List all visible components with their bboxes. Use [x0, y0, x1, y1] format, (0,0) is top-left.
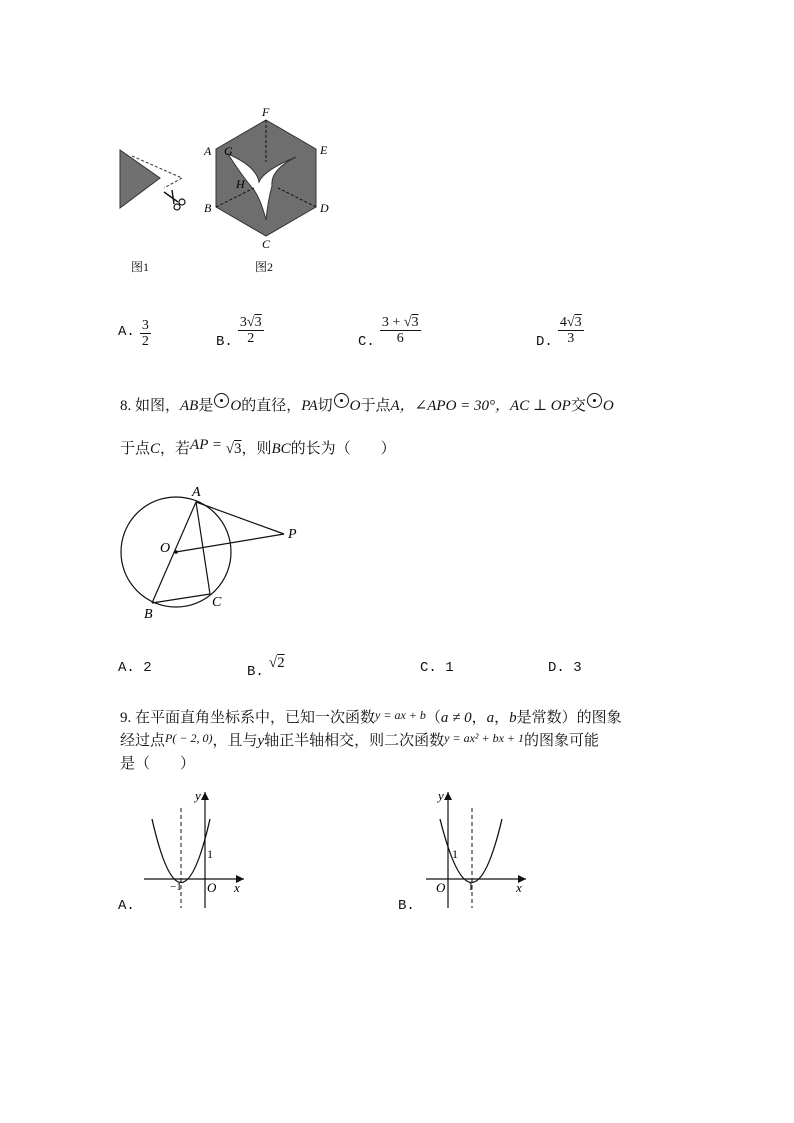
gray-triangle	[120, 150, 160, 208]
q7-option-d[interactable]: D. $\frac{4√3}{3}$	[536, 315, 582, 350]
tick-one-label: 1	[452, 847, 458, 861]
parabola	[440, 819, 502, 883]
origin-label: O	[436, 880, 446, 895]
y-arrow-icon	[201, 792, 209, 800]
label-A: A	[204, 144, 212, 158]
q9-option-b[interactable]: B.	[398, 898, 415, 914]
label-G: G	[224, 144, 233, 158]
label-H: H	[236, 177, 245, 191]
q9-graph-a	[140, 786, 250, 911]
y-label: y	[195, 788, 201, 803]
tick-one-label: 1	[207, 847, 213, 861]
q8-option-c[interactable]: C. 1	[420, 660, 454, 676]
fraction: $\frac{3√3}{2}$	[239, 315, 262, 346]
q8-option-a[interactable]: A. 2	[118, 660, 152, 676]
fraction: $\frac{4√3}{3}$	[559, 315, 582, 346]
cut-line-2	[164, 178, 182, 188]
q8-option-d[interactable]: D. 3	[548, 660, 582, 676]
x-label: x	[516, 880, 522, 895]
q9-graph-b	[422, 786, 532, 911]
center-dot	[174, 550, 178, 554]
label-C: C	[212, 595, 222, 610]
q7-option-b[interactable]: B. $\frac{3√3}{2}$	[216, 315, 262, 350]
figure-2-hexagon	[196, 100, 346, 255]
label-A: A	[192, 485, 201, 500]
label-F: F	[262, 105, 270, 119]
q8-circle-figure	[112, 478, 312, 628]
label-C: C	[262, 237, 271, 251]
q8-option-b[interactable]: B. √2	[247, 655, 285, 680]
figure-1-paper-cut	[112, 140, 192, 220]
tick-pos-one-label: 1	[468, 881, 474, 893]
q7-option-c[interactable]: C. $\frac{3 + √3}{6}$	[358, 315, 419, 350]
label-P: P	[288, 527, 297, 542]
q9-line-2: 经过点$^{P( - 2, 0)}$，且与y轴正半轴相交，则二次函数$^{y = ax^2 + bx + 1}$的图象可能	[120, 731, 600, 749]
q9-line-3: 是（ ）	[120, 756, 196, 772]
q8-line-1: 8. 如图，AB是 O的直径，PA切 O于点A，∠APO = 30°，AC ⊥ OP交 O	[120, 393, 614, 415]
tick-neg-one-label: −1	[170, 881, 182, 893]
q9-line-1: 9. 在平面直角坐标系中，已知一次函数$^{y = ax + b}$（a ≠ 0，a，b是常数）的图象	[120, 708, 622, 726]
figure-1-caption: 图1	[131, 260, 150, 274]
y-label: y	[438, 788, 444, 803]
segment-op	[176, 534, 284, 552]
fraction: $\frac{3}{2}$	[141, 318, 149, 349]
label-B: B	[204, 201, 212, 215]
label-D: D	[320, 201, 329, 215]
x-label: x	[234, 880, 240, 895]
label-E: E	[320, 143, 328, 157]
fraction: $\frac{3 + √3}{6}$	[381, 315, 419, 346]
q9-option-a[interactable]: A.	[118, 898, 135, 914]
scissors-icon	[164, 190, 185, 210]
q8-line-2: 于点C，若AP = √3，则BC的长为（ ）	[120, 437, 396, 457]
diameter-ab	[152, 502, 196, 603]
tangent-pa	[196, 502, 284, 534]
label-B: B	[144, 607, 153, 622]
label-O: O	[160, 541, 171, 556]
q7-option-a[interactable]: A. $\frac{3}{2}$	[118, 318, 149, 349]
origin-label: O	[207, 880, 217, 895]
segment-bc	[152, 594, 210, 603]
figure-2-caption: 图2	[255, 260, 274, 274]
y-arrow-icon	[444, 792, 452, 800]
